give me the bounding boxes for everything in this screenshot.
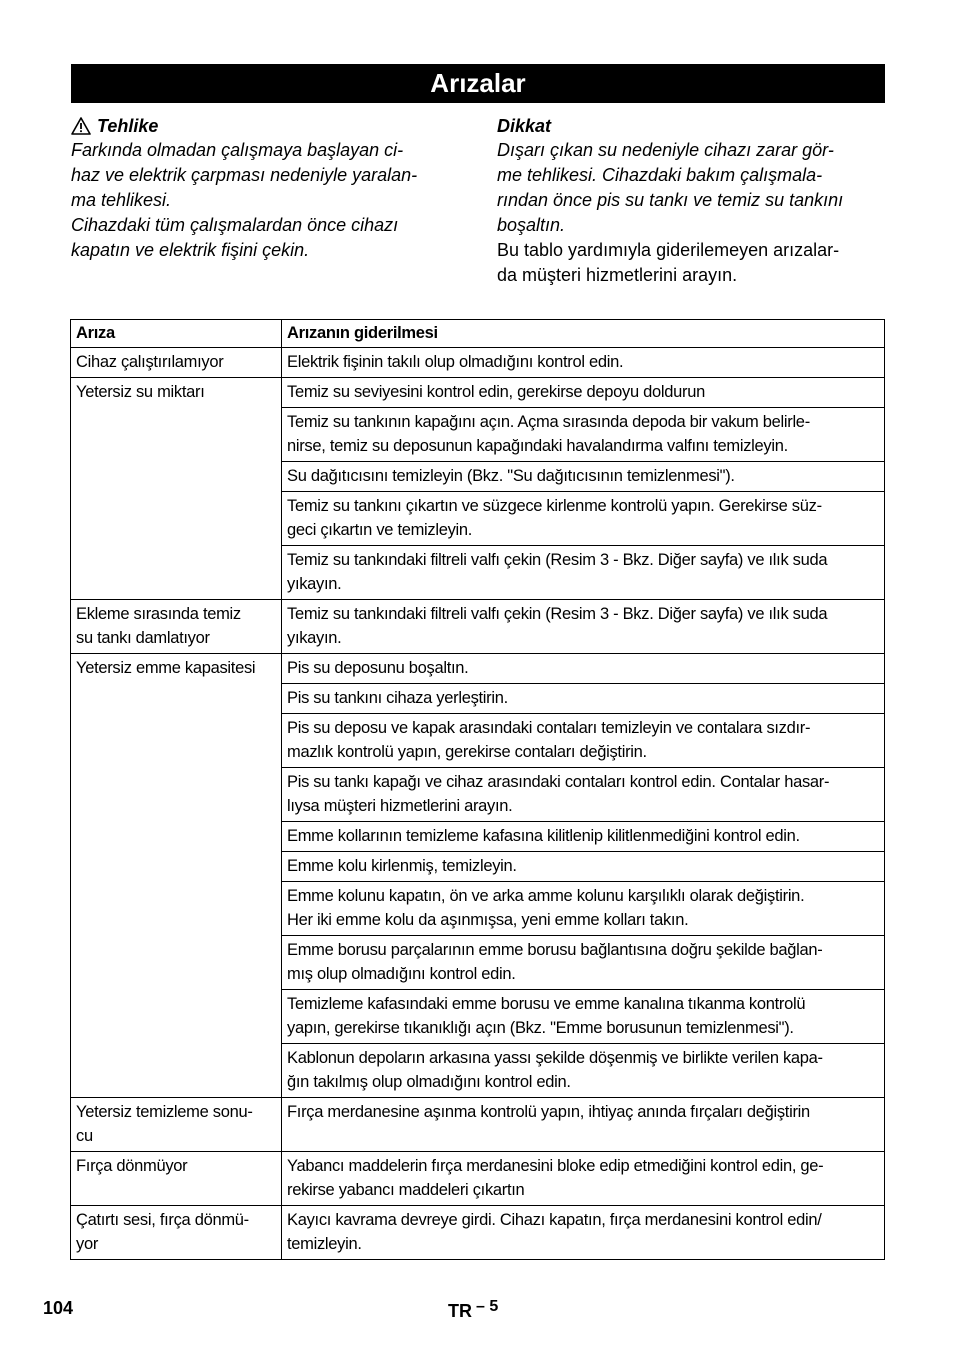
- table-header-row: [71, 320, 885, 348]
- remedy-cell: Pis su tankı kapağı ve cihaz arasındaki contaları kontrol edin. Contalar hasar- lıysa müşteri hizmetlerini arayın.: [282, 768, 885, 822]
- remedy-cell: Temiz su tankındaki filtreli valfı çekin (Resim 3 - Bkz. Diğer sayfa) ve ılık suda yıkayın.: [282, 600, 885, 654]
- remedy-cell: Temiz su seviyesini kontrol edin, gerekirse depoyu doldurun: [282, 378, 885, 408]
- danger-heading: Tehlike: [97, 115, 159, 136]
- remedy-cell: Pis su tankını cihaza yerleştirin.: [282, 684, 885, 714]
- table-row: [71, 1206, 885, 1260]
- footer-section-page: – 5: [476, 1298, 499, 1315]
- remedy-cell: Temiz su tankının kapağını açın. Açma sırasında depoda bir vakum belirle- nirse, temiz su deposunun kapağındaki havalandırma valfını temizleyin.: [282, 408, 885, 462]
- remedy-cell: Pis su deposu ve kapak arasındaki contaları temizleyin ve contalara sızdır- mazlık kontrolü yapın, gerekirse contaları değiştirin.: [282, 714, 885, 768]
- remedy-cell: Kayıcı kavrama devreye girdi. Cihazı kapatın, fırça merdanesini kontrol edin/ temizleyin.: [282, 1206, 885, 1260]
- caution-heading: Dikkat: [497, 115, 552, 136]
- remedy-cell: Emme kolu kirlenmiş, temizleyin.: [282, 852, 885, 882]
- danger-text-2: Cihazdaki tüm çalışmalardan önce cihazı kapatın ve elektrik fişini çekin.: [71, 215, 399, 260]
- table-row: [71, 600, 885, 654]
- remedy-cell: Yabancı maddelerin fırça merdanesini bloke edip etmediğini kontrol edin, ge- rekirse yabancı maddeleri çıkartın: [282, 1152, 885, 1206]
- remedy-cell: Su dağıtıcısını temizleyin (Bkz. "Su dağıtıcısının temizlenmesi").: [282, 462, 885, 492]
- header-fault: Arıza: [71, 320, 282, 348]
- caution-text: Dışarı çıkan su nedeniyle cihazı zarar gör- me tehlikesi. Cihazdaki bakım çalışmala- rından önce pis su tankı ve temiz su tankını boşaltın.: [497, 140, 844, 235]
- remedy-cell: Temiz su tankını çıkartın ve süzgece kirlenme kontrolü yapın. Gerekirse süz- geci çıkartın ve temizleyin.: [282, 492, 885, 546]
- remedy-cell: Temizleme kafasındaki emme borusu ve emme kanalına tıkanma kontrolü yapın, gerekirse tıkanıklığı açın (Bkz. "Emme borusunun temizlenmesi").: [282, 990, 885, 1044]
- table-row: [71, 378, 885, 408]
- remedy-cell: Elektrik fişinin takılı olup olmadığını kontrol edin.: [282, 348, 885, 378]
- table-row: [71, 1152, 885, 1206]
- table-body: [71, 348, 885, 1260]
- fault-cell: Fırça dönmüyor: [71, 1152, 282, 1206]
- caution-heading-row: [497, 114, 887, 138]
- fault-cell: Yetersiz emme kapasitesi: [71, 654, 282, 1098]
- fault-cell: Yetersiz su miktarı: [71, 378, 282, 600]
- remedy-cell: Emme kollarının temizleme kafasına kilitlenip kilitlenmediğini kontrol edin.: [282, 822, 885, 852]
- header-remedy: Arızanın giderilmesi: [282, 320, 885, 348]
- remedy-cell: Kablonun depoların arkasına yassı şekilde döşenmiş ve birlikte verilen kapa- ğın takılmış olup olmadığını kontrol edin.: [282, 1044, 885, 1098]
- fault-cell: Yetersiz temizleme sonu- cu: [71, 1098, 282, 1152]
- page-number: 104: [43, 1298, 74, 1318]
- danger-text-1: Farkında olmadan çalışmaya başlayan ci- haz ve elektrik çarpması nedeniyle yaralan- ma tehlikesi.: [71, 140, 418, 210]
- warning-triangle-icon: [71, 117, 91, 135]
- table-row: [71, 1098, 885, 1152]
- danger-notice: [71, 114, 471, 263]
- troubleshooting-table: [70, 319, 885, 1260]
- remedy-cell: Fırça merdanesine aşınma kontrolü yapın, ihtiyaç anında fırçaları değiştirin: [282, 1098, 885, 1152]
- remedy-cell: Pis su deposunu boşaltın.: [282, 654, 885, 684]
- fault-cell: Çatırtı sesi, fırça dönmü- yor: [71, 1206, 282, 1260]
- table-row: [71, 654, 885, 684]
- page-title-bar: [71, 64, 885, 103]
- page-title: Arızalar: [430, 68, 526, 98]
- caution-note: Bu tablo yardımıyla giderilemeyen arızalar- da müşteri hizmetlerini arayın.: [497, 240, 840, 285]
- remedy-cell: Emme borusu parçalarının emme borusu bağlantısına doğru şekilde bağlan- mış olup olmadığını kontrol edin.: [282, 936, 885, 990]
- footer-lang: TR: [448, 1301, 472, 1321]
- caution-notice: [497, 114, 887, 288]
- danger-heading-row: [71, 114, 471, 138]
- remedy-cell: Emme kolunu kapatın, ön ve arka amme kolunu karşılıklı olarak değiştirin. Her iki emme kolu da aşınmışsa, yeni emme kolları takın.: [282, 882, 885, 936]
- fault-cell: Ekleme sırasında temiz su tankı damlatıyor: [71, 600, 282, 654]
- footer-lang-page: [448, 1298, 498, 1322]
- fault-cell: Cihaz çalıştırılamıyor: [71, 348, 282, 378]
- table-row: [71, 348, 885, 378]
- remedy-cell: Temiz su tankındaki filtreli valfı çekin (Resim 3 - Bkz. Diğer sayfa) ve ılık suda yıkayın.: [282, 546, 885, 600]
